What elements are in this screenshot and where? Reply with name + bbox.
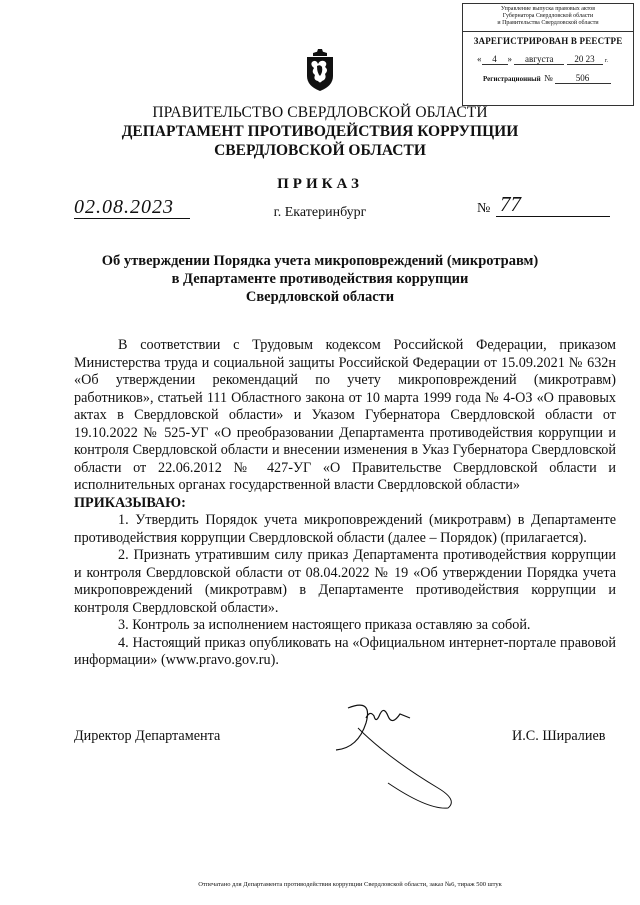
- order-item: 1. Утвердить Порядок учета микроповреждений (микротравм) в Департаменте противодействия коррупции Свердловской области (далее – Порядок) (прилагается).: [74, 512, 616, 546]
- stamp-date-row: « 4 » августа 20 23 г.: [477, 54, 609, 64]
- stamp-authority-line: и Правительства Свердловской области: [497, 20, 599, 26]
- handwritten-signature: [318, 688, 478, 823]
- stamp-year: 20 23: [567, 54, 603, 65]
- handwritten-date: 02.08.2023: [74, 196, 190, 219]
- number-label: №: [477, 201, 491, 216]
- order-item: 4. Настоящий приказ опубликовать на «Официальном интернет-портале правовой информации» (www.pravo.gov.ru).: [74, 634, 616, 668]
- handwritten-number: 77: [496, 193, 610, 217]
- stamp-authority-line: Управление выпуска правовых актов: [500, 6, 596, 12]
- document-body: [74, 337, 616, 670]
- preamble-paragraph: В соответствии с Трудовым кодексом Российской Федерации, приказом Министерства труда и социальной защиты Российской Федерации от 15.09.2021 № 632н «Об утверждении рекомендаций по учету микроповреждений (микротравм) работников», статьей 111 Областного закона от 10 марта 1999 года № 4-ОЗ «О правовых актах в Свердловской области» и Указом Губернатора Свердловской области от 19.10.2022 № 525-УГ «О преобразовании Департамента противодействия коррупции и контроля Свердловской области и внесении изменения в Указ Губернатора Свердловской области от 22.06.2012 № 427-УГ «О Правительстве Свердловской области и исполнительных органах государственной власти Свердловской области»: [74, 337, 616, 493]
- orders-label: ПРИКАЗЫВАЮ:: [74, 494, 186, 511]
- title-line: Об утверждении Порядка учета микроповреждений (микротравм): [101, 253, 539, 269]
- stamp-number-label: Регистрационный: [483, 75, 541, 83]
- stamp-number-row: [463, 73, 633, 84]
- print-footer: Отпечатано для Департамента противодействия коррупции Свердловской области, заказ №6, тираж 500 штук: [198, 881, 502, 888]
- title-line: в Департаменте противодействия коррупции: [171, 271, 469, 287]
- stamp-month: августа: [514, 54, 564, 65]
- stamp-number: 506: [555, 73, 611, 84]
- document-title: [0, 252, 640, 306]
- stamp-number-sign: №: [544, 73, 553, 83]
- order-item: 2. Признать утратившим силу приказ Департамента противодействия коррупции и контроля Свердловской области от 08.04.2022 № 19 «Об утверждении Порядка учета микроповреждений (микротравм) в Департаменте противодействия коррупции и контроля Свердловской области».: [74, 547, 616, 616]
- department-name-line1: ДЕПАРТАМЕНТ ПРОТИВОДЕЙСТВИЯ КОРРУПЦИИ: [121, 123, 519, 140]
- government-name: ПРАВИТЕЛЬСТВО СВЕРДЛОВСКОЙ ОБЛАСТИ: [152, 104, 488, 121]
- stamp-authority-line: Губернатора Свердловской области: [502, 13, 594, 19]
- title-line: Свердловской области: [245, 289, 395, 305]
- registration-stamp: [462, 3, 634, 106]
- stamp-day: 4: [482, 54, 508, 65]
- stamp-divider: [463, 31, 633, 32]
- city: г. Екатеринбург: [273, 205, 367, 220]
- signatory-name: И.С. Ширалиев: [512, 728, 606, 744]
- department-name-line2: СВЕРДЛОВСКОЙ ОБЛАСТИ: [214, 142, 426, 159]
- department-name: [0, 122, 640, 160]
- stamp-registered-title: ЗАРЕГИСТРИРОВАН В РЕЕСТРЕ: [473, 36, 623, 46]
- stamp-authority: [463, 4, 633, 27]
- coat-of-arms-emblem: [303, 48, 337, 97]
- document-type: ПРИКАЗ: [277, 176, 363, 192]
- stamp-year-suffix: г.: [604, 58, 609, 64]
- order-item: 3. Контроль за исполнением настоящего приказа оставляю за собой.: [118, 617, 531, 633]
- signatory-position: Директор Департамента: [74, 728, 221, 744]
